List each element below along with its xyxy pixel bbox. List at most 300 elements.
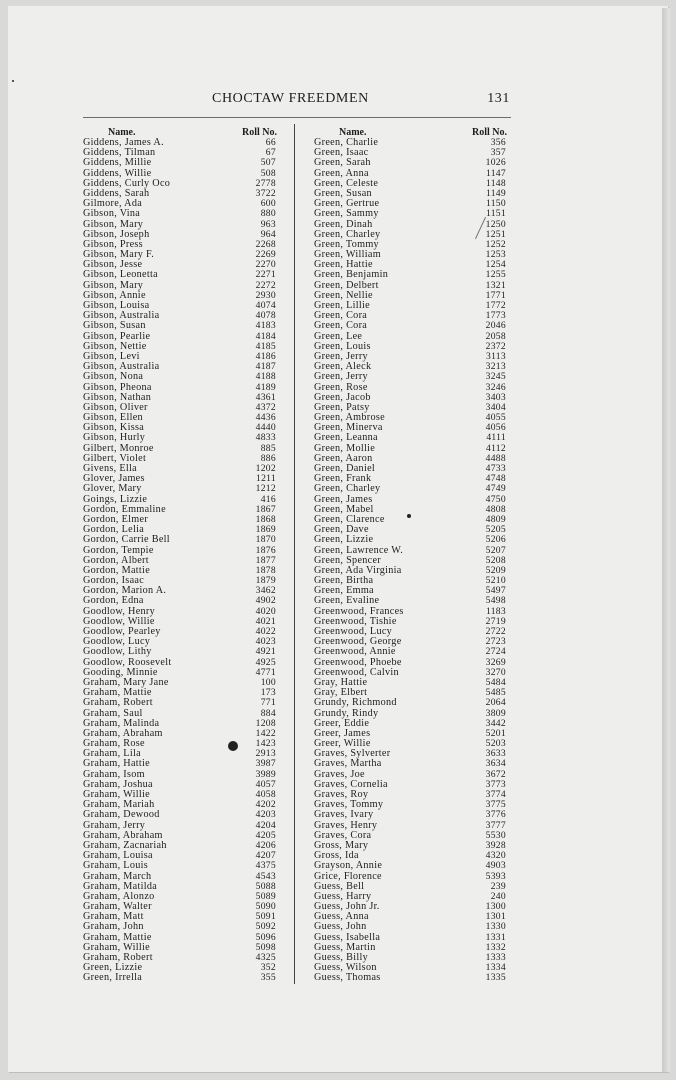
entry-roll-number: 4203 <box>255 809 276 821</box>
entry-name: Gibson, Annie <box>83 289 146 301</box>
entry-name: Gibson, Australia <box>83 310 160 322</box>
entry-name: Green, Mabel <box>314 503 374 515</box>
entry-roll-number: 2372 <box>485 340 506 352</box>
left-entry-list <box>83 138 276 984</box>
entry-name: Green, Mollie <box>314 442 376 454</box>
entry-roll-number: 4074 <box>255 300 276 311</box>
entry-roll-number: 4186 <box>255 350 276 362</box>
entry-name: Gibson, Joseph <box>83 228 150 240</box>
list-item <box>83 973 276 983</box>
entry-name: Gordon, Tempie <box>83 544 154 556</box>
entry-roll-number: 2719 <box>485 615 506 627</box>
entry-roll-number: 2930 <box>255 289 276 301</box>
entry-roll-number: 3774 <box>485 789 506 800</box>
entry-roll-number: 5209 <box>485 564 506 576</box>
entry-roll-number: 1147 <box>485 167 506 179</box>
entry-name: Green, Tommy <box>314 238 379 250</box>
entry-roll-number: 880 <box>260 208 276 220</box>
entry-roll-number: 1876 <box>255 544 276 556</box>
entry-name: Graham, Matilda <box>83 880 158 892</box>
entry-name: Grayson, Annie <box>314 860 383 872</box>
entry-roll-number: 4111 <box>486 432 506 444</box>
entry-name: Greer, James <box>314 727 371 739</box>
entry-name: Gilbert, Monroe <box>83 442 154 454</box>
entry-roll-number: 4750 <box>485 493 506 505</box>
entry-roll-number: 4058 <box>255 789 276 800</box>
entry-name: Goodlow, Roosevelt <box>83 656 172 668</box>
entry-name: Greenwood, Frances <box>314 605 404 617</box>
entry-roll-number: 2723 <box>485 636 506 648</box>
right-column <box>314 127 506 984</box>
entry-roll-number: 355 <box>260 972 276 984</box>
entry-roll-number: 4488 <box>485 452 506 464</box>
entry-name: Green, Anna <box>314 167 369 179</box>
entry-name: Graham, Isom <box>83 768 145 780</box>
entry-name: Glover, Mary <box>83 483 142 495</box>
ink-speck <box>407 514 411 518</box>
entry-name: Goings, Lizzie <box>83 493 148 505</box>
entry-roll-number: 5206 <box>485 534 506 546</box>
entry-name: Graham, Walter <box>83 901 152 913</box>
entry-roll-number: 4185 <box>255 340 276 352</box>
entry-name: Giddens, Tilman <box>83 147 156 159</box>
entry-roll-number: 2778 <box>255 177 276 189</box>
entry-roll-number: 1150 <box>485 198 506 210</box>
entry-name: Guess, Billy <box>314 952 368 963</box>
left-column <box>83 127 276 984</box>
list-item <box>314 372 506 382</box>
entry-roll-number: 4320 <box>485 850 506 862</box>
header-rule <box>83 117 511 118</box>
entry-roll-number: 4375 <box>255 860 276 872</box>
entry-name: Glover, James <box>83 473 145 485</box>
entry-roll-number: 771 <box>260 697 276 709</box>
entry-name: Goodlow, Lucy <box>83 636 151 648</box>
entry-roll-number: 3633 <box>485 748 506 760</box>
entry-name: Gibson, Pheona <box>83 381 152 393</box>
entry-name: Gibson, Kissa <box>83 422 145 434</box>
entry-name: Green, Delbert <box>314 279 379 291</box>
entry-name: Guess, Thomas <box>314 972 381 984</box>
entry-name: Green, Gertrue <box>314 198 380 210</box>
entry-roll-number: 240 <box>490 890 506 902</box>
roll-column-header: Roll No. <box>242 127 277 138</box>
entry-name: Graham, Joshua <box>83 778 153 790</box>
list-item <box>83 698 276 708</box>
entry-name: Green, Nellie <box>314 289 373 301</box>
entry-name: Gibson, Nona <box>83 371 144 383</box>
entry-roll-number: 600 <box>260 198 276 210</box>
entry-roll-number: 1211 <box>255 473 276 485</box>
entry-name: Graham, March <box>83 870 152 882</box>
entry-roll-number: 1334 <box>485 962 506 974</box>
entry-roll-number: 1870 <box>255 534 276 546</box>
entry-roll-number: 5088 <box>255 880 276 892</box>
page-header <box>210 91 510 111</box>
entry-name: Guess, Isabella <box>314 931 381 943</box>
entry-roll-number: 1422 <box>255 727 276 739</box>
entry-roll-number: 4436 <box>255 412 276 424</box>
entry-roll-number: 507 <box>260 157 276 169</box>
entry-name: Graham, Willie <box>83 789 150 800</box>
entry-roll-number: 4749 <box>485 483 506 495</box>
entry-name: Guess, Martin <box>314 941 376 953</box>
entry-roll-number: 4809 <box>485 513 506 525</box>
entry-roll-number: 3404 <box>485 401 506 413</box>
entry-roll-number: 4921 <box>255 646 276 658</box>
entry-name: Graham, Hattie <box>83 758 150 770</box>
entry-name: Gibson, Louisa <box>83 300 150 311</box>
entry-name: Gibson, Pearlie <box>83 330 151 342</box>
entry-name: Goodlow, Pearley <box>83 626 161 637</box>
entry-roll-number: 3634 <box>485 758 506 770</box>
entry-roll-number: 4188 <box>255 371 276 383</box>
entry-roll-number: 508 <box>260 167 276 179</box>
entry-name: Greer, Willie <box>314 738 371 750</box>
entry-roll-number: 885 <box>260 442 276 454</box>
entry-name: Graves, Joe <box>314 768 365 780</box>
entry-name: Gibson, Jesse <box>83 259 143 271</box>
entry-roll-number: 1250 <box>485 218 506 230</box>
entry-roll-number: 1330 <box>485 921 506 933</box>
entry-roll-number: 3776 <box>485 809 506 821</box>
entry-name: Graham, Mattie <box>83 931 152 943</box>
entry-name: Greer, Eddie <box>314 717 370 729</box>
entry-name: Green, Jerry <box>314 350 368 362</box>
entry-name: Guess, Bell <box>314 880 365 892</box>
entry-name: Green, Sammy <box>314 208 379 220</box>
entry-name: Green, Lawrence W. <box>314 544 404 556</box>
entry-name: Greenwood, George <box>314 636 402 648</box>
entry-name: Green, Rose <box>314 381 368 393</box>
entry-roll-number: 4021 <box>255 615 276 627</box>
entry-roll-number: 1255 <box>485 269 506 281</box>
entry-name: Graham, Dewood <box>83 809 160 821</box>
entry-roll-number: 3773 <box>485 778 506 790</box>
entry-name: Graham, Abraham <box>83 829 163 841</box>
entry-roll-number: 173 <box>260 687 276 699</box>
entry-name: Green, Clarence <box>314 513 385 525</box>
entry-roll-number: 3722 <box>255 187 276 199</box>
entry-roll-number: 4440 <box>255 422 276 434</box>
entry-name: Graves, Roy <box>314 789 369 800</box>
entry-name: Guess, John <box>314 921 367 933</box>
entry-name: Gibson, Mary F. <box>83 249 155 261</box>
entry-name: Gross, Mary <box>314 839 369 851</box>
entry-name: Graham, Mattie <box>83 687 152 699</box>
entry-name: Gibson, Mary <box>83 279 144 291</box>
entry-name: Green, Daniel <box>314 463 376 474</box>
entry-roll-number: 100 <box>260 676 276 688</box>
entry-name: Gibson, Mary <box>83 218 144 230</box>
entry-roll-number: 1332 <box>485 941 506 953</box>
entry-name: Green, Emma <box>314 585 374 597</box>
entry-name: Graham, Zacnariah <box>83 839 167 851</box>
entry-name: Graham, Saul <box>83 707 143 719</box>
entry-name: Giddens, Millie <box>83 157 152 169</box>
entry-name: Graham, Malinda <box>83 717 160 729</box>
entry-roll-number: 1148 <box>485 177 506 189</box>
entry-name: Guess, Wilson <box>314 962 377 974</box>
entry-roll-number: 5091 <box>255 911 276 923</box>
entry-roll-number: 3403 <box>485 391 506 403</box>
entry-name: Gibson, Australia <box>83 361 160 373</box>
entry-roll-number: 2722 <box>485 626 506 637</box>
entry-name: Graham, Louisa <box>83 850 153 862</box>
entry-name: Green, Cora <box>314 310 368 322</box>
entry-name: Green, Celeste <box>314 177 379 189</box>
list-item <box>83 535 276 545</box>
entry-name: Gray, Hattie <box>314 676 368 688</box>
entry-name: Green, Benjamin <box>314 269 389 281</box>
entry-name: Green, Lee <box>314 330 363 342</box>
entry-name: Graves, Cornelia <box>314 778 388 790</box>
entry-roll-number: 1149 <box>485 187 506 199</box>
entry-roll-number: 1331 <box>485 931 506 943</box>
entry-roll-number: 2269 <box>255 249 276 261</box>
name-column-header: Name. <box>108 127 136 138</box>
entry-roll-number: 1253 <box>485 249 506 261</box>
entry-name: Greenwood, Lucy <box>314 626 393 637</box>
entry-name: Grice, Florence <box>314 870 382 882</box>
entry-name: Green, Lizzie <box>314 534 374 546</box>
entry-roll-number: 4189 <box>255 381 276 393</box>
entry-roll-number: 2913 <box>255 748 276 760</box>
entry-roll-number: 5530 <box>485 829 506 841</box>
entry-name: Green, Jerry <box>314 371 368 383</box>
entry-name: Green, Leanna <box>314 432 378 444</box>
entry-roll-number: 3442 <box>485 717 506 729</box>
entry-name: Green, Charley <box>314 228 381 240</box>
entry-name: Giddens, Curly Oco <box>83 177 171 189</box>
entry-roll-number: 5096 <box>255 931 276 943</box>
entry-name: Green, Isaac <box>314 147 369 159</box>
entry-roll-number: 963 <box>260 218 276 230</box>
entry-name: Graham, Lila <box>83 748 141 760</box>
entry-name: Graham, Matt <box>83 911 144 923</box>
entry-name: Greenwood, Phoebe <box>314 656 402 668</box>
entry-roll-number: 1879 <box>255 575 276 587</box>
entry-roll-number: 4187 <box>255 361 276 373</box>
entry-roll-number: 1878 <box>255 564 276 576</box>
entry-name: Green, Frank <box>314 473 372 485</box>
entry-roll-number: 4078 <box>255 310 276 322</box>
entry-name: Green, Sarah <box>314 157 371 169</box>
entry-roll-number: 4205 <box>255 829 276 841</box>
entry-roll-number: 4202 <box>255 799 276 811</box>
entry-roll-number: 3213 <box>485 361 506 373</box>
entry-name: Graves, Henry <box>314 819 378 831</box>
entry-name: Gibson, Oliver <box>83 401 148 413</box>
entry-name: Gibson, Leonetta <box>83 269 158 281</box>
entry-roll-number: 5498 <box>485 595 506 607</box>
entry-name: Graves, Martha <box>314 758 382 770</box>
page-number: 131 <box>487 91 510 106</box>
list-item <box>314 861 506 871</box>
entry-roll-number: 1877 <box>255 554 276 566</box>
entry-roll-number: 4207 <box>255 850 276 862</box>
entry-name: Green, Susan <box>314 187 372 199</box>
name-column-header: Name. <box>339 127 367 138</box>
entry-roll-number: 356 <box>490 137 506 148</box>
entry-roll-number: 5092 <box>255 921 276 933</box>
entry-roll-number: 4903 <box>485 860 506 872</box>
entry-roll-number: 1321 <box>485 279 506 291</box>
entry-roll-number: 2724 <box>485 646 506 658</box>
entry-roll-number: 1333 <box>485 952 506 963</box>
entry-roll-number: 5210 <box>485 575 506 587</box>
entry-name: Green, William <box>314 249 381 261</box>
entry-roll-number: 4206 <box>255 839 276 851</box>
entry-roll-number: 5090 <box>255 901 276 913</box>
entry-name: Goodlow, Willie <box>83 615 155 627</box>
entry-roll-number: 4183 <box>255 320 276 332</box>
entry-roll-number: 1251 <box>485 228 506 240</box>
entry-name: Greenwood, Annie <box>314 646 396 658</box>
entry-name: Goodlow, Henry <box>83 605 156 617</box>
entry-roll-number: 352 <box>260 962 276 974</box>
entry-roll-number: 4057 <box>255 778 276 790</box>
entry-roll-number: 3672 <box>485 768 506 780</box>
entry-roll-number: 4184 <box>255 330 276 342</box>
entry-roll-number: 5393 <box>485 870 506 882</box>
entry-name: Gordon, Lelia <box>83 524 145 536</box>
entry-name: Gibson, Press <box>83 238 143 250</box>
roll-column-header: Roll No. <box>472 127 507 138</box>
entry-name: Gibson, Ellen <box>83 412 143 424</box>
entry-roll-number: 3245 <box>485 371 506 383</box>
entry-roll-number: 1335 <box>485 972 506 984</box>
entry-name: Green, Aleck <box>314 361 372 373</box>
entry-name: Graves, Ivary <box>314 809 374 821</box>
entry-roll-number: 884 <box>260 707 276 719</box>
entry-name: Gibson, Nettie <box>83 340 147 352</box>
entry-roll-number: 1772 <box>485 300 506 311</box>
entry-name: Green, Aaron <box>314 452 373 464</box>
entry-roll-number: 2268 <box>255 238 276 250</box>
entry-roll-number: 5089 <box>255 890 276 902</box>
entry-roll-number: 1151 <box>485 208 506 220</box>
entry-name: Goodlow, Lithy <box>83 646 152 658</box>
entry-name: Grundy, Rindy <box>314 707 379 719</box>
entry-name: Green, Lizzie <box>83 962 143 974</box>
entry-name: Graves, Cora <box>314 829 372 841</box>
entry-roll-number: 3809 <box>485 707 506 719</box>
entry-name: Green, Minerva <box>314 422 383 434</box>
entry-roll-number: 964 <box>260 228 276 240</box>
list-item <box>314 973 506 983</box>
entry-roll-number: 357 <box>490 147 506 159</box>
entry-name: Green, Dinah <box>314 218 373 230</box>
entry-name: Gordon, Elmer <box>83 513 149 525</box>
entry-roll-number: 1026 <box>485 157 506 169</box>
entry-name: Gordon, Albert <box>83 554 149 566</box>
entry-roll-number: 3987 <box>255 758 276 770</box>
entry-roll-number: 3113 <box>485 350 506 362</box>
list-item <box>314 209 506 219</box>
entry-roll-number: 1867 <box>255 503 276 515</box>
right-entry-list <box>314 138 506 984</box>
entry-name: Gordon, Isaac <box>83 575 145 587</box>
entry-roll-number: 3462 <box>255 585 276 597</box>
entry-roll-number: 1773 <box>485 310 506 322</box>
entry-name: Gibson, Levi <box>83 350 140 362</box>
entry-name: Givens, Ella <box>83 463 137 474</box>
entry-roll-number: 5485 <box>485 687 506 699</box>
entry-roll-number: 4543 <box>255 870 276 882</box>
ink-blot <box>228 741 238 751</box>
entry-roll-number: 1771 <box>485 289 506 301</box>
entry-roll-number: 3928 <box>485 839 506 851</box>
page-title: CHOCTAW FREEDMEN <box>212 91 369 106</box>
entry-roll-number: 5208 <box>485 554 506 566</box>
entry-name: Gordon, Edna <box>83 595 144 607</box>
list-item <box>314 535 506 545</box>
entry-name: Graham, Jerry <box>83 819 146 831</box>
entry-roll-number: 4022 <box>255 626 276 637</box>
entry-roll-number: 2271 <box>255 269 276 281</box>
entry-name: Green, Evaline <box>314 595 380 607</box>
entry-name: Graham, Mary Jane <box>83 676 169 688</box>
entry-roll-number: 1252 <box>485 238 506 250</box>
entry-roll-number: 67 <box>265 147 276 159</box>
entry-name: Green, Dave <box>314 524 369 536</box>
entry-roll-number: 1183 <box>485 605 506 617</box>
entry-name: Guess, Anna <box>314 911 369 923</box>
entry-roll-number: 4925 <box>255 656 276 668</box>
entry-roll-number: 3270 <box>485 666 506 678</box>
ink-speck <box>12 80 14 82</box>
entry-name: Guess, Harry <box>314 890 372 902</box>
entry-roll-number: 416 <box>260 493 276 505</box>
entry-roll-number: 4902 <box>255 595 276 607</box>
entry-roll-number: 2270 <box>255 259 276 271</box>
entry-roll-number: 5203 <box>485 738 506 750</box>
entry-roll-number: 4733 <box>485 463 506 474</box>
entry-name: Greenwood, Calvin <box>314 666 399 678</box>
entry-name: Gibson, Nathan <box>83 391 152 403</box>
entry-roll-number: 4325 <box>255 952 276 963</box>
entry-name: Graham, Louis <box>83 860 149 872</box>
entry-roll-number: 1869 <box>255 524 276 536</box>
entry-name: Graham, Robert <box>83 952 153 963</box>
entry-name: Gooding, Minnie <box>83 666 158 678</box>
entry-name: Guess, John Jr. <box>314 901 380 913</box>
entry-name: Gordon, Emmaline <box>83 503 166 515</box>
entry-name: Gordon, Mattie <box>83 564 151 576</box>
entry-roll-number: 4204 <box>255 819 276 831</box>
entry-name: Giddens, James A. <box>83 137 164 148</box>
entry-name: Graves, Sylverter <box>314 748 391 760</box>
entry-name: Green, Charley <box>314 483 381 495</box>
entry-name: Graham, Mariah <box>83 799 155 811</box>
entry-name: Green, Lillie <box>314 300 370 311</box>
entry-roll-number: 1208 <box>255 717 276 729</box>
entry-name: Graves, Tommy <box>314 799 384 811</box>
entry-name: Green, Charlie <box>314 137 379 148</box>
entry-roll-number: 2272 <box>255 279 276 291</box>
entry-name: Gordon, Carrie Bell <box>83 534 170 546</box>
entry-roll-number: 4056 <box>485 422 506 434</box>
entry-name: Gibson, Hurly <box>83 432 146 444</box>
entry-roll-number: 3246 <box>485 381 506 393</box>
entry-roll-number: 4023 <box>255 636 276 648</box>
entry-roll-number: 1301 <box>485 911 506 923</box>
entry-name: Graham, John <box>83 921 144 933</box>
entry-roll-number: 4771 <box>255 666 276 678</box>
entry-name: Green, Ambrose <box>314 412 385 424</box>
entry-roll-number: 3775 <box>485 799 506 811</box>
